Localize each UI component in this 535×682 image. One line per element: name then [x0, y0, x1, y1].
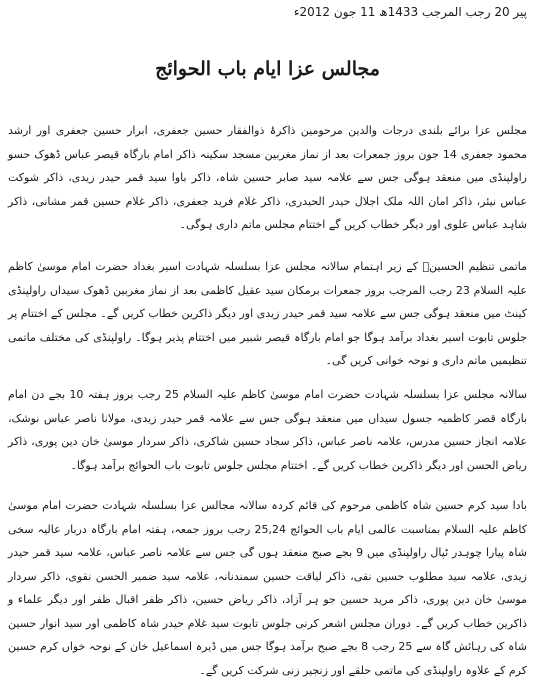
- paragraph-3: سالانہ مجلس عزا بسلسلہ شہادت حضرت امام موسیٰ کاظم علیہ السلام 25 رجب بروز ہفتہ 10 بجے دن امام بارگاہ قصر کاظمیہ جسول سیداں میں منعقد ہوگی جس سے علامہ قمر حیدر زیدی، مولانا ناصر عباس نوشک، علامہ انجاز حسین مدرس، علامہ ناصر عباس، ذاکر سجاد حسین شاکری، ذاکر سردار موسیٰ خان دین پوری، ذاکر ریاض الحسن اور دیگر ذاکرین خطاب کریں گے۔ اختتام مجلس جلوس تابوت باب الحوائج برآمد ہوگا۔: [8, 388, 527, 472]
- dateline: پیر 20 رجب المرجب 1433ھ 11 جون 2012ء: [293, 5, 527, 19]
- paragraph-4: بادا سید کرم حسین شاہ کاظمی مرحوم کی قائم کردہ سالانہ مجالس عزا بسلسلہ شہادت حضرت امام موسیٰ کاظم علیہ السلام بمناسبت عالمی ایام باب الحوائج 25,24 رجب بروز جمعہ، ہفتہ امام بارگاہ دربار عالیہ سخی شاہ پیارا چوہدر ٹپال راولپنڈی میں 9 بجے صبح منعقد ہوں گی جس سے علامہ ناصر عباس، علامہ سید قمر حیدر زیدی، علامہ سید مطلوب حسین نقی، ذاکر لیاقت حسین سمندنانہ، علامہ سید ضمیر الحسن نقوی، ذاکر سردار موسیٰ خان دین پوری، ذاکر مرید حسین جو ہر آزاد، ذاکر ریاض حسین، ذاکر ظفر اقبال ظفر اور دیگر علماء و ذاکرین خطاب کریں گے۔ دوران مجلس اشعر کرنی جلوس تابوت سید غلام حیدر شاہ کاظمی اور سید انوار حسین شاہ کی رہائش گاہ سے 25 رجب 8 بجے صبح برآمد ہوگا جس میں ڈیرہ اسماعیل خان کے نوحہ خواں کرم حسین کرم کے علاوہ راولپنڈی کی ماتمی حلقے اور زنجیر زنی شرکت کریں گے۔: [8, 499, 528, 677]
- article-title: مجالس عزا ایام باب الحوائج: [155, 58, 380, 80]
- paragraph-1: مجلس عزا برائے بلندی درجات والدین مرحومین ذاکرۂ ذوالفقار حسین جعفری، ابرار حسین جعفری اور ارشد محمود جعفری 14 جون بروز جمعرات بعد از نماز مغربین مسجد سکینہ ذاکر امام بارگاہ قیصر عباس ڈھوک حسو راولپنڈی میں منعقد ہوگی جس سے علامہ سید صابر حسین شاہ، ذاکر باوا سید قمر حیدر زیدی، ذاکر شوکت عباس نیئر، ذاکر امان اللہ ملک اجلال حیدر الحیدری، ذاکر غلام فرید جعفری، ذاکر غلام حسین قمر مشانی، ذاکر شاہد عباس علوی اور دیگر خطاب کریں گے اختتام مجلس ماتم داری ہوگی۔: [8, 124, 528, 231]
- paragraph-2: ماتمی تنظیم الحسینؑ کے زیر اہتمام سالانہ مجلس عزا بسلسلہ شہادت اسیر بغداد حضرت امام موسیٰ کاظم علیہ السلام 23 رجب المرجب بروز جمعرات برمکان سید عقیل کاظمی بعد از نماز مغربین ڈھوک سیداں راولپنڈی کینٹ میں منعقد ہوگی جس سے علامہ سید قمر حیدر زیدی اور دیگر ذاکرین خطاب کریں گے۔ مجلس کے اختتام پر جلوس تابوت اسیر بغداد برآمد ہوگا جو امام بارگاہ قیصر شبیر میں اختتام پذیر ہوگا۔ راولپنڈی کی مختلف ماتمی تنظیمیں ماتم داری و نوحہ خوانی کریں گی۔: [8, 260, 527, 367]
